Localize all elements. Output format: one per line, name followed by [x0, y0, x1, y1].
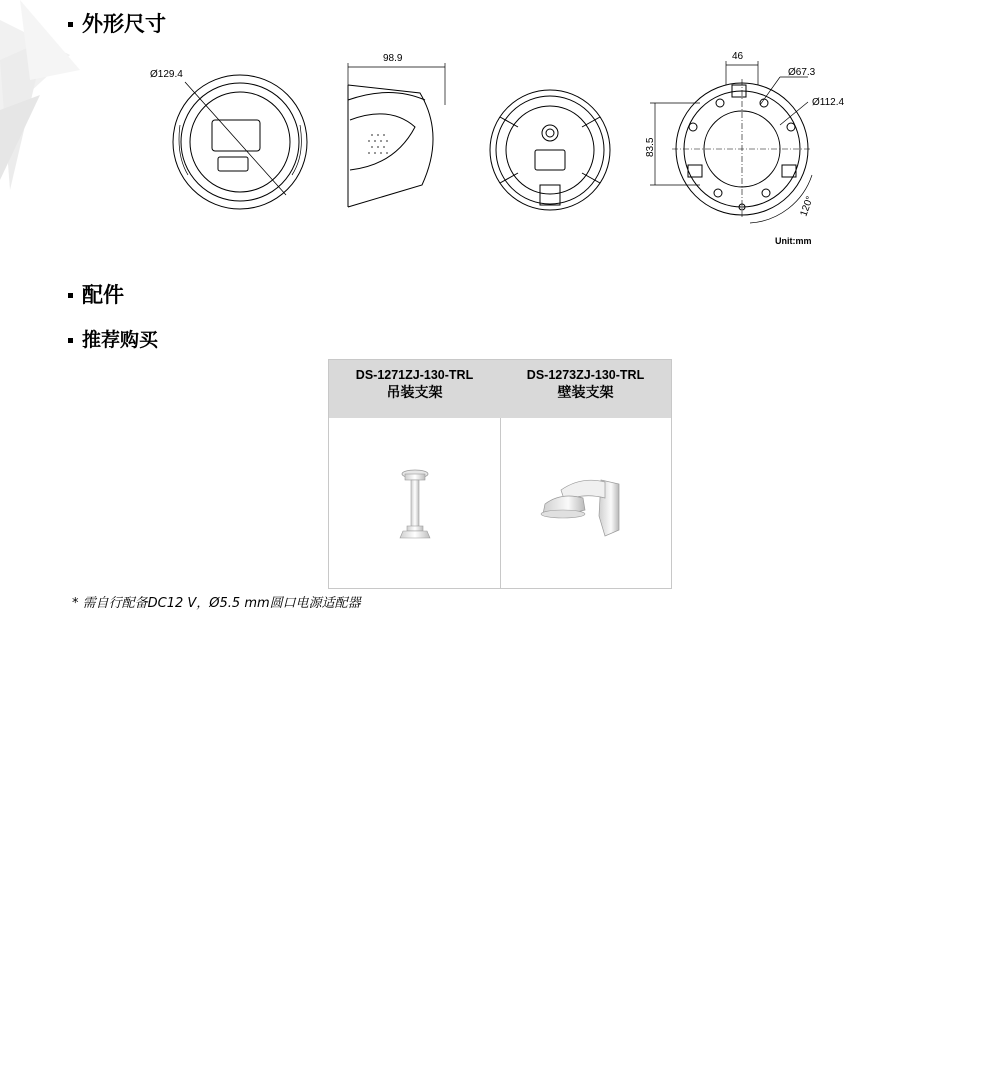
side-depth-label: 98.9	[383, 53, 403, 64]
side-view-drawing	[348, 63, 445, 207]
accessories-table	[328, 359, 672, 589]
base-view-drawing	[650, 61, 812, 223]
recommended-heading	[68, 327, 158, 353]
front-view-drawing	[173, 75, 307, 209]
speaker-grille	[368, 134, 388, 154]
accessory-model: DS-1273ZJ-130-TRL	[526, 368, 645, 382]
wall-mount-image	[501, 418, 672, 588]
unit-label: Unit:mm	[775, 236, 812, 246]
dimension-drawings	[140, 45, 845, 255]
dimensions-title: 外形尺寸	[82, 12, 166, 36]
bullet-icon	[68, 338, 73, 343]
base-outer-diameter-label: Ø112.4	[812, 97, 845, 108]
base-inner-diameter-label: Ø67.3	[788, 67, 816, 78]
bullet-icon	[68, 22, 73, 27]
rear-view-drawing	[490, 90, 610, 210]
bullet-icon	[68, 293, 73, 298]
accessories-table-header	[329, 360, 671, 418]
pendant-mount-image	[329, 418, 500, 588]
pendant-mount-image-cell	[329, 418, 500, 588]
accessory-model: DS-1271ZJ-130-TRL	[355, 368, 474, 382]
accessories-heading	[68, 282, 124, 308]
wall-mount-image-cell	[500, 418, 672, 588]
accessory-name: 吊装支架	[386, 385, 443, 401]
base-height-label: 83.5	[645, 137, 656, 157]
accessories-table-body	[329, 418, 671, 588]
accessory-header-2	[500, 360, 671, 418]
accessory-header-1	[329, 360, 500, 418]
dimensions-heading	[68, 11, 166, 37]
front-diameter-label: Ø129.4	[150, 69, 183, 80]
accessories-title: 配件	[82, 283, 124, 307]
power-adapter-note: * 需自行配备DC12 V，Ø5.5 mm圆口电源适配器	[72, 596, 361, 611]
base-angle-label: 120°	[798, 194, 816, 219]
recommended-title: 推荐购买	[82, 329, 159, 351]
accessory-name: 壁装支架	[557, 385, 614, 401]
base-width-label: 46	[732, 51, 744, 62]
